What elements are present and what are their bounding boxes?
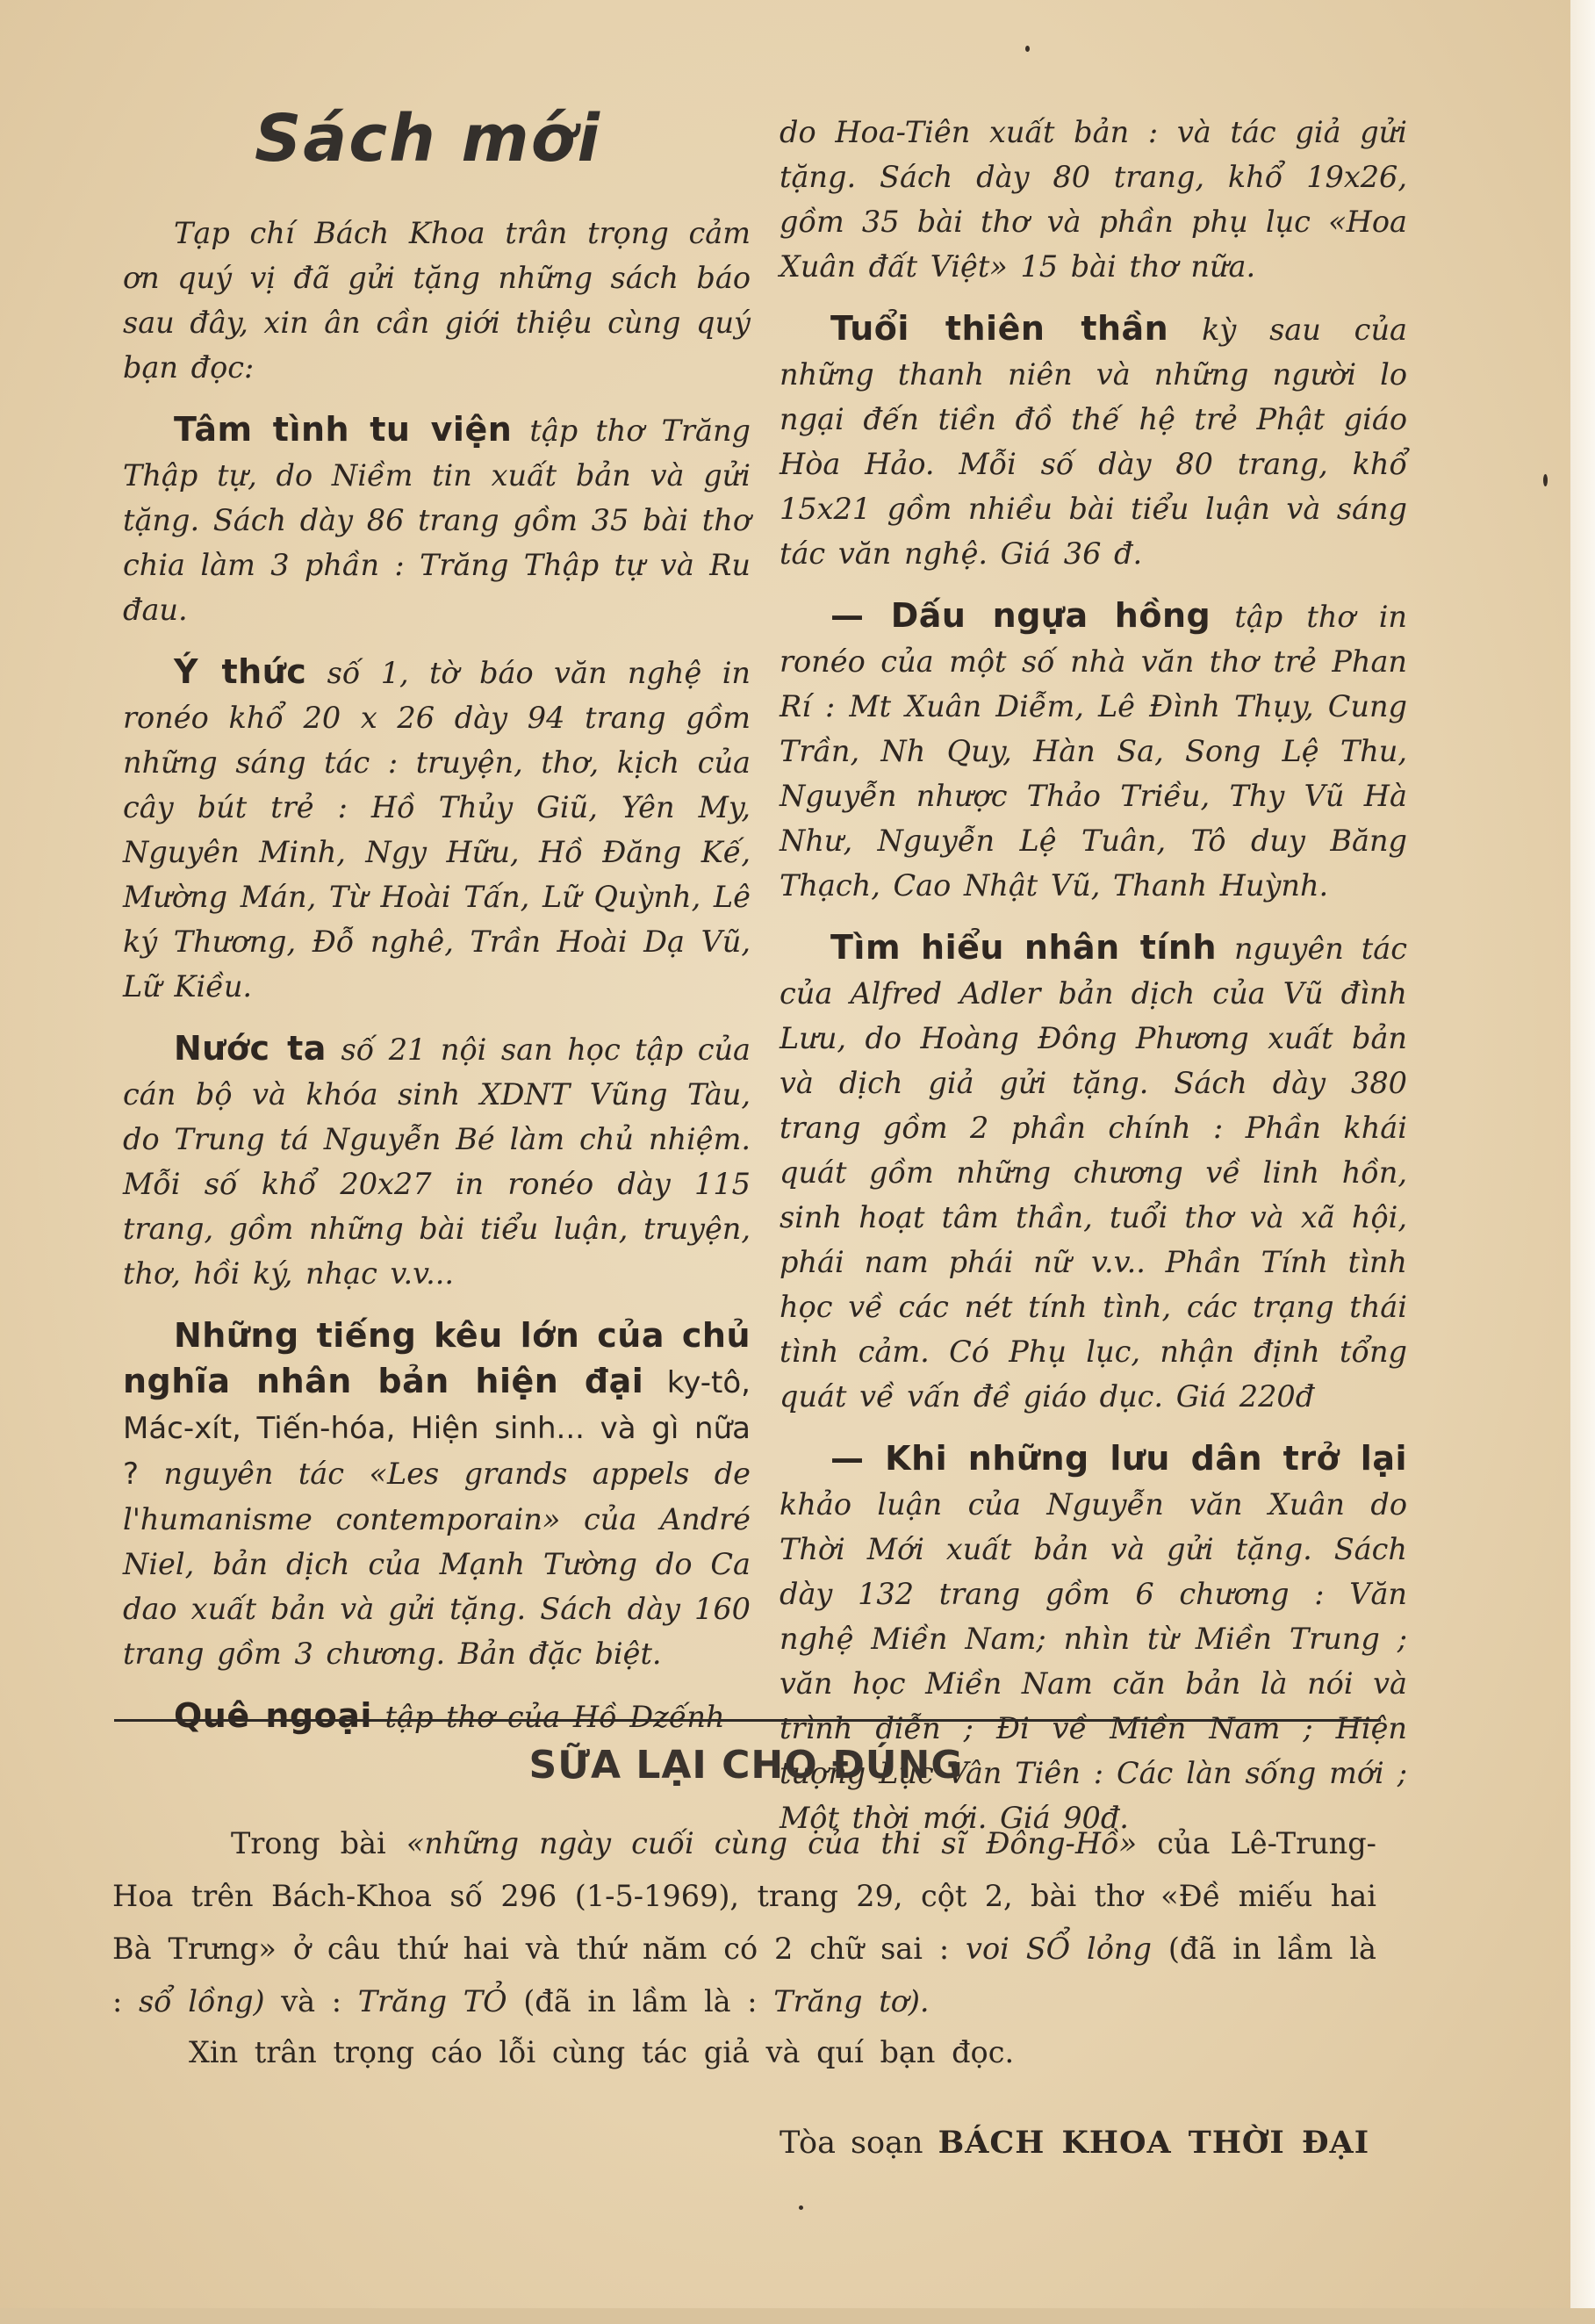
misprint-word: sổ lồng): [138, 1984, 265, 2018]
right-column: [780, 110, 1407, 1858]
book-title: Nước ta: [174, 1029, 327, 1068]
book-description: do Hoa-Tiên xuất bản : và tác giả gửi tặng. Sách dày 80 trang, khổ 19x26, gồm 35 bài thơ và phần phụ lục «Hoa Xuân đất Việt» 15 bài thơ nữa.: [780, 115, 1407, 284]
page-edge: [1570, 0, 1595, 2324]
page-bottom-edge: [0, 2308, 1595, 2324]
misprint-word: Trăng tơ).: [773, 1984, 930, 2018]
ink-speck: [1543, 474, 1548, 486]
book-title: Những tiếng kêu lớn của chủ nghĩa nhân bản hiện đại: [123, 1316, 751, 1400]
book-title: Quê ngoại: [174, 1696, 372, 1735]
ink-speck: [799, 2205, 803, 2210]
book-description: số 21 nội san học tập của cán bộ và khóa sinh XDNT Vũng Tàu, do Trung tá Nguyễn Bé làm chủ nhiệm. Mỗi số khổ 20x27 in ronéo dày 115 trang, gồm những bài tiểu luận, truyện, thơ, hồi ký, nhạc v.v...: [123, 1032, 751, 1291]
book-entry: [123, 1026, 751, 1296]
book-title: — Khi những lưu dân trở lại: [830, 1439, 1407, 1478]
correct-word: Trăng TỎ: [357, 1984, 507, 2018]
book-entry: [123, 1694, 751, 1739]
book-description: nguyên tác «Les grands appels de l'humanisme contemporain» của André Niel, bản dịch của Mạnh Tường do Ca dao xuất bản và gửi tặng. Sách dày 160 trang gồm 3 chương. Bản đặc biệt.: [123, 1457, 751, 1671]
section-divider: [114, 1719, 1381, 1722]
correction-title: SỮA LẠI CHO ĐÚNG: [528, 1743, 964, 1788]
book-description: tập thơ của Hồ Dzếnh: [384, 1700, 725, 1734]
signoff-prefix: Tòa soạn: [780, 2126, 923, 2161]
book-title: Ý thức: [174, 652, 307, 691]
book-title: Tâm tình tu viện: [174, 410, 513, 449]
book-description: tập thơ Trăng Thập tự, do Niềm tin xuất bản và gửi tặng. Sách dày 86 trang gồm 35 bài thơ chia làm 3 phần : Trăng Thập tự và Ru đau.: [123, 414, 751, 627]
publication-name: BÁCH KHOA THỜI ĐẠI: [938, 2125, 1370, 2161]
signoff: [780, 2125, 1369, 2161]
book-title: Tìm hiểu nhân tính: [830, 928, 1218, 967]
book-description: nguyên tác của Alfred Adler bản dịch của Vũ đình Lưu, do Hoàng Đông Phương xuất bản và dịch giả gửi tặng. Sách dày 380 trang gồm 2 phần chính : Phần khái quát gồm những chương về linh hồn, sinh hoạt tâm thần, tuổi thơ và xã hội, phái nam phái nữ v.v.. Phần Tính tình học về các nét tính tình, các trạng thái tình cảm. Có Phụ lục, nhận định tổng quát về vấn đề giáo dục. Giá 220đ: [780, 932, 1407, 1414]
book-entry: [780, 594, 1407, 908]
article-title: «những ngày cuối cùng của thi sĩ Đông-Hồ»: [406, 1826, 1138, 1860]
book-title-tail: ky-tô, Mác-xít, Tiến-hóa, Hiện sinh... và gì nữa ?: [123, 1365, 751, 1492]
apology-line: Xin trân trọng cáo lỗi cùng tác giả và quí bạn đọc.: [189, 2035, 1015, 2069]
book-description: số 1, tờ báo văn nghệ in ronéo khổ 20 x 26 dày 94 trang gồm những sáng tác : truyện, thơ, kịch của cây bút trẻ : Hồ Thủy Giũ, Yên My, Nguyên Minh, Ngy Hữu, Hồ Đăng Kế, Mường Mán, Từ Hoài Tấn, Lữ Quỳnh, Lê ký Thương, Đỗ nghê, Trần Hoài Dạ Vũ, Lữ Kiều.: [123, 656, 751, 1004]
correct-word: voi SỔ lỏng: [966, 1932, 1152, 1966]
intro-paragraph: Tạp chí Bách Khoa trân trọng cảm ơn quý vị đã gửi tặng những sách báo sau đây, xin ân cần giới thiệu cùng quý bạn đọc:: [123, 216, 751, 385]
book-entry: [123, 650, 751, 1009]
book-description: tập thơ in ronéo của một số nhà văn thơ trẻ Phan Rí : Mt Xuân Diễm, Lê Đình Thụy, Cung Trần, Nh Quy, Hàn Sa, Song Lệ Thu, Nguyễn nhược Thảo Triều, Thy Vũ Hà Như, Nguyễn Lệ Tuân, Tô duy Băng Thạch, Cao Nhật Vũ, Thanh Huỳnh.: [780, 600, 1407, 903]
book-entry: [780, 306, 1407, 576]
left-column: [123, 211, 751, 1757]
book-entry: [780, 925, 1407, 1419]
correction-paragraph: Trong bài «những ngày cuối cùng của thi sĩ Đông-Hồ» của Lê-Trung-Hoa trên Bách-Khoa số 296 (1-5-1969), trang 29, cột 2, bài thơ «Đề miếu hai Bà Trưng» ở câu thứ hai và thứ năm có 2 chữ sai : voi SỔ lỏng (đã in lầm là : sổ lồng) và : Trăng TỎ (đã in lầm là : Trăng tơ).: [112, 1826, 1377, 2018]
book-title: Tuổi thiên thần: [830, 309, 1169, 348]
ink-speck: [1025, 46, 1030, 52]
book-entry: [123, 1313, 751, 1676]
book-title: — Dấu ngựa hồng: [830, 596, 1211, 635]
book-entry: [123, 407, 751, 632]
book-description: khảo luận của Nguyễn văn Xuân do Thời Mới xuất bản và gửi tặng. Sách dày 132 trang gồm 6 chương : Văn nghệ Miền Nam; nhìn từ Miền Trung ; văn học Miền Nam căn bản là nói và trình diễn ; Đi về Miền Nam ; Hiện tượng Lục Vân Tiên : Các làn sống mới ; Một thời mới. Giá 90đ.: [780, 1487, 1407, 1835]
book-description: kỳ sau của những thanh niên và những người lo ngại đến tiền đồ thế hệ trẻ Phật giáo Hòa Hảo. Mỗi số dày 80 trang, khổ 15x21 gồm nhiều bài tiểu luận và sáng tác văn nghệ. Giá 36 đ.: [780, 313, 1407, 571]
section-heading: Sách mới: [255, 101, 601, 176]
book-entry-continued: [780, 110, 1407, 289]
